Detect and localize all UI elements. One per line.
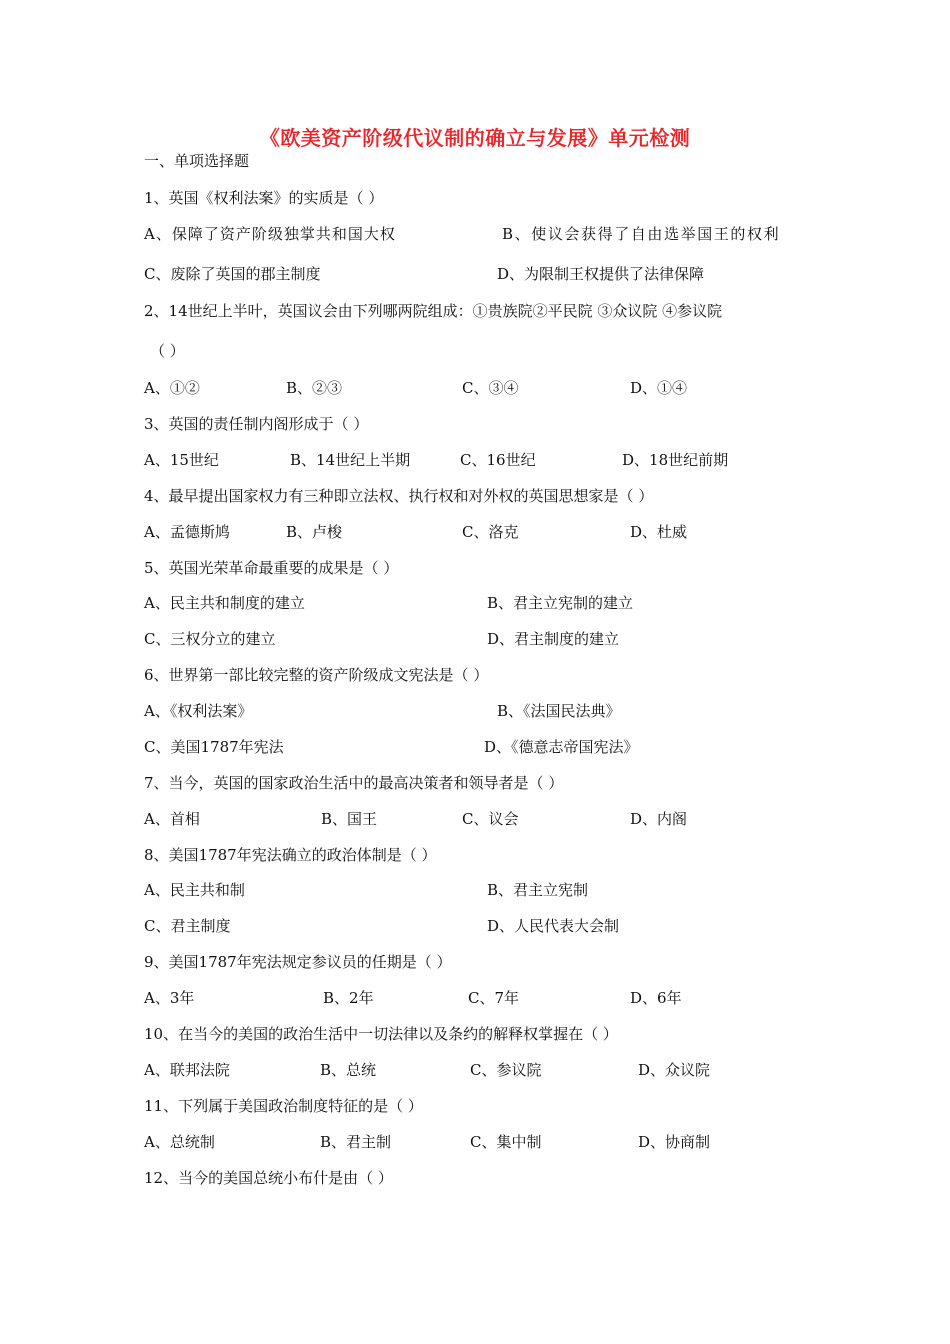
question-3-option-d: D、18世纪前期 [622, 451, 729, 469]
question-6-option-b: B、《法国民法典》 [497, 702, 621, 720]
question-10-stem: 10、在当今的美国的政治生活中一切法律以及条约的解释权掌握在（ ） [144, 1025, 618, 1043]
question-11-stem: 11、下列属于美国政治制度特征的是（ ） [144, 1097, 423, 1115]
question-9-option-c: C、7年 [468, 989, 520, 1007]
question-10-option-d: D、众议院 [638, 1061, 711, 1079]
question-8-option-c: C、君主制度 [144, 917, 231, 935]
question-8-stem: 8、美国1787年宪法确立的政治体制是（ ） [144, 846, 437, 864]
question-7-option-b: B、国王 [321, 810, 378, 828]
question-12-stem: 12、当今的美国总统小布什是由（ ） [144, 1169, 393, 1187]
question-9-option-a: A、3年 [144, 989, 195, 1007]
question-1-stem: 1、英国《权利法案》的实质是（ ） [144, 189, 384, 207]
question-4-option-d: D、杜威 [630, 523, 688, 541]
question-1-option-b: B、使议会获得了自由选举国王的权利 [502, 225, 781, 243]
question-2-option-a: A、①② [144, 379, 200, 397]
question-2-stem: 2、14世纪上半叶，英国议会由下列哪两院组成：①贵族院②平民院 ③众议院 ④参议院 [144, 302, 723, 320]
question-7-option-c: C、议会 [462, 810, 519, 828]
question-3-option-b: B、14世纪上半期 [290, 451, 411, 469]
question-6-option-c: C、美国1787年宪法 [144, 738, 284, 756]
question-8-option-a: A、民主共和制 [144, 881, 245, 899]
question-9-option-d: D、6年 [630, 989, 682, 1007]
question-1-option-d: D、为限制王权提供了法律保障 [497, 265, 705, 283]
question-9-option-b: B、2年 [323, 989, 374, 1007]
question-6-option-d: D、《德意志帝国宪法》 [484, 738, 639, 756]
question-11-option-d: D、协商制 [638, 1133, 711, 1151]
question-7-option-a: A、首相 [144, 810, 200, 828]
question-5-stem: 5、英国光荣革命最重要的成果是（ ） [144, 559, 399, 577]
question-2-option-b: B、②③ [286, 379, 343, 397]
question-2-option-c: C、③④ [462, 379, 519, 397]
question-5-option-c: C、三权分立的建立 [144, 630, 276, 648]
question-1-option-c: C、废除了英国的郡主制度 [144, 265, 321, 283]
question-4-option-a: A、孟德斯鸠 [144, 523, 230, 541]
question-3-option-a: A、15世纪 [144, 451, 219, 469]
question-4-stem: 4、最早提出国家权力有三种即立法权、执行权和对外权的英国思想家是（ ） [144, 487, 654, 505]
question-8-option-b: B、君主立宪制 [487, 881, 589, 899]
question-6-stem: 6、世界第一部比较完整的资产阶级成文宪法是（ ） [144, 666, 489, 684]
document-title: 《欧美资产阶级代议制的确立与发展》单元检测 [259, 126, 691, 150]
question-5-option-a: A、民主共和制度的建立 [144, 594, 305, 612]
question-1-option-a: A、保障了资产阶级独掌共和国大权 [144, 225, 396, 243]
question-3-stem: 3、英国的责任制内阁形成于（ ） [144, 415, 369, 433]
question-11-option-b: B、君主制 [320, 1133, 392, 1151]
question-10-option-a: A、联邦法院 [144, 1061, 230, 1079]
question-8-option-d: D、人民代表大会制 [487, 917, 620, 935]
question-4-option-c: C、洛克 [462, 523, 519, 541]
question-5-option-b: B、君主立宪制的建立 [487, 594, 634, 612]
question-2-option-d: D、①④ [630, 379, 688, 397]
question-2-answer-blank: （ ） [150, 342, 185, 360]
question-6-option-a: A、《权利法案》 [144, 702, 253, 720]
question-3-option-c: C、16世纪 [460, 451, 536, 469]
section-heading: 一、单项选择题 [144, 152, 250, 170]
question-10-option-b: B、总统 [320, 1061, 377, 1079]
question-11-option-a: A、总统制 [144, 1133, 215, 1151]
question-7-stem: 7、当今，英国的国家政治生活中的最高决策者和领导者是（ ） [144, 774, 564, 792]
question-9-stem: 9、美国1787年宪法规定参议员的任期是（ ） [144, 953, 452, 971]
question-4-option-b: B、卢梭 [286, 523, 343, 541]
question-7-option-d: D、内阁 [630, 810, 688, 828]
question-5-option-d: D、君主制度的建立 [487, 630, 620, 648]
question-11-option-c: C、集中制 [470, 1133, 542, 1151]
question-10-option-c: C、参议院 [470, 1061, 542, 1079]
